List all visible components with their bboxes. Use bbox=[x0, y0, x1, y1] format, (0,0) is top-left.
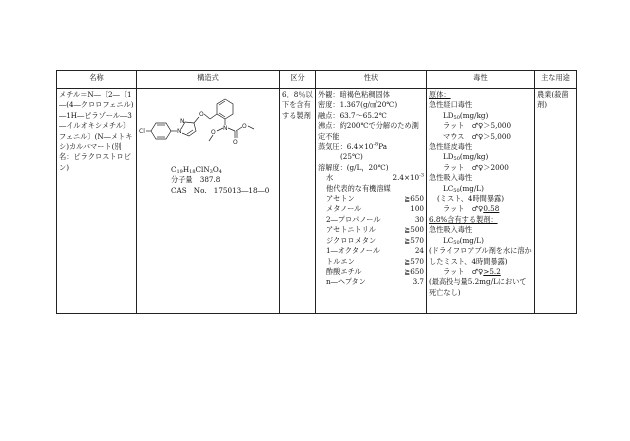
solvent-row: 1―オクタノール 24 bbox=[326, 246, 424, 256]
poison-data-table bbox=[56, 70, 577, 314]
formula-block bbox=[171, 165, 269, 196]
header-structure: 構造式 bbox=[137, 71, 280, 89]
data-row bbox=[57, 89, 577, 314]
appearance: 外観：暗褐色粘稠固体 bbox=[318, 90, 390, 99]
solubility-water: 水 $2.4\times 10^{-3}$ bbox=[326, 172, 424, 183]
atom-n1: N bbox=[177, 128, 182, 135]
header-row bbox=[57, 71, 577, 89]
header-properties: 性状 bbox=[316, 71, 427, 89]
uses: 農業(殺菌剤) bbox=[535, 89, 577, 314]
tox-dermal-rat: ラット ♂♀＞2000 bbox=[443, 162, 509, 172]
atom-o-ester: O bbox=[242, 123, 247, 130]
solubility-title: 溶解度：(g/L，20℃) bbox=[318, 162, 389, 172]
tox-dermal-title: 急性経皮毒性 bbox=[429, 142, 473, 152]
structural-formula bbox=[137, 91, 280, 163]
atom-n-carb: N bbox=[223, 125, 228, 132]
category: 6．8％以下を含有する製剤 bbox=[280, 89, 316, 314]
tox-dermal-ld: $LD_{50}(mg/kg)$ bbox=[443, 152, 489, 163]
solvent-row: ジクロロメタン ≧570 bbox=[326, 235, 424, 245]
solvent-row: アセトン ≧650 bbox=[326, 194, 424, 204]
tox-oral-ld: $LD_{50}(mg/kg)$ bbox=[443, 110, 489, 121]
header-category: 区分 bbox=[280, 71, 316, 89]
tox-prep-lc: $LC_{50}(mg/L)$ bbox=[443, 235, 484, 246]
density: 密度：1.367(g/㎤20℃) bbox=[318, 100, 398, 110]
solvent-row: 酢酸エチル ≧650 bbox=[326, 266, 424, 276]
melting-point: 融点：63.7～65.2℃ bbox=[318, 110, 387, 120]
molecular-formula: $C_{19}H_{18}ClN_3O_4$ bbox=[171, 165, 222, 175]
header-uses: 主な用途 bbox=[535, 71, 577, 89]
solvent-row: n―ヘプタン 3.7 bbox=[326, 277, 424, 287]
chemical-name: メチル＝N―〔2―〔1―(4―クロロフェニル)―1H―ピラゾール―3―イルオキシメチル〕フェニル〕(N―メトキシ)カルバマート(別名：ピラクロストロビン) bbox=[57, 89, 137, 314]
tox-inhal-lc: $LC_{50}(mg/L)$ bbox=[443, 183, 484, 194]
atom-n2: N bbox=[180, 118, 185, 125]
solvent-row: 2―プロパノール 30 bbox=[326, 214, 424, 224]
cas-number: CAS No. 175013―18―0 bbox=[171, 185, 270, 195]
tox-prep-cond: (ドライフロアブル剤を水に溶かしたミスト、4時間暴露) bbox=[429, 246, 532, 266]
tox-prep-note: (最高投与量5.2mg/Lにおいて死亡なし) bbox=[429, 277, 527, 297]
tox-oral-mouse: マウス ♂♀＞5,000 bbox=[443, 131, 511, 141]
atom-o-methoxy: O bbox=[211, 129, 216, 136]
tox-original-title: 原体： bbox=[429, 90, 451, 99]
header-toxicity: 毒性 bbox=[427, 71, 535, 89]
toxicity-cell bbox=[427, 89, 535, 314]
structure-cell bbox=[137, 89, 280, 314]
solvent-row: トルエン ≧570 bbox=[326, 256, 424, 266]
vapor-pressure: 蒸気圧：$6.4\times 10^{-8}Pa$ bbox=[318, 141, 388, 152]
boiling-point: 沸点：約200℃で分解のため測定不能 bbox=[318, 121, 419, 141]
atom-cl: Cl bbox=[139, 128, 145, 135]
tox-prep-rat: ラット ♂♀>5.2 bbox=[443, 266, 501, 276]
tox-inhal-rat: ラット ♂♀0.58 bbox=[443, 204, 500, 214]
vapor-temp: (25℃) bbox=[340, 152, 363, 162]
solvent-row: メタノール 100 bbox=[326, 204, 424, 214]
molecular-weight: 分子量 387.8 bbox=[171, 175, 221, 185]
tox-oral-title: 急性経口毒性 bbox=[429, 100, 473, 110]
tox-inhal-cond: (ミスト、4時間暴露) bbox=[437, 194, 505, 204]
tox-inhal-title: 急性吸入毒性 bbox=[429, 173, 473, 183]
atom-o-carbonyl: O bbox=[233, 139, 238, 146]
organic-solvents-title: 他代表的な有機溶媒 bbox=[326, 183, 391, 193]
solvent-row: アセトニトリル ≧500 bbox=[326, 225, 424, 235]
tox-oral-rat: ラット ♂♀＞5,000 bbox=[443, 121, 512, 131]
header-name: 名称 bbox=[57, 71, 137, 89]
tox-prep-inhal-title: 急性吸入毒性 bbox=[429, 225, 473, 235]
tox-prep-title: 6.8%含有する製剤： bbox=[429, 214, 498, 224]
properties-cell bbox=[316, 89, 427, 314]
atom-o-ether: O bbox=[199, 111, 204, 118]
